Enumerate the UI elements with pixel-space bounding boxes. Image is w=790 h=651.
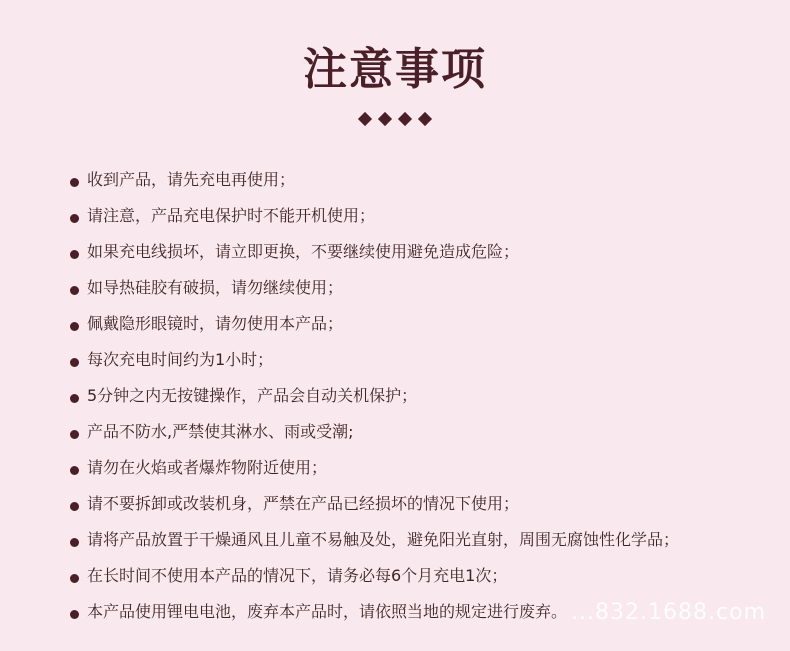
- list-item: [70, 342, 770, 378]
- bullet-icon: [70, 466, 79, 475]
- note-text: 5分钟之内无按键操作，产品会自动关机保护；: [87, 386, 418, 405]
- note-text: 佩戴隐形眼镜时，请勿使用本产品；: [87, 314, 344, 333]
- list-item: [70, 162, 770, 198]
- diamond-icon: [378, 112, 392, 126]
- bullet-icon: [70, 358, 79, 367]
- bullet-icon: [70, 322, 79, 331]
- note-text: 每次充电时间约为1小时；: [87, 350, 274, 369]
- bullet-icon: [70, 502, 79, 511]
- watermark: ...832.1688.com: [571, 600, 766, 625]
- note-text: 收到产品，请先充电再使用；: [87, 170, 296, 189]
- list-item: [70, 378, 770, 414]
- page-title: 注意事项: [303, 44, 487, 95]
- diamond-icon: [418, 112, 432, 126]
- list-item: [70, 414, 770, 450]
- bullet-icon: [70, 574, 79, 583]
- bullet-icon: [70, 178, 79, 187]
- bullet-icon: [70, 538, 79, 547]
- note-text: 请将产品放置于干燥通风且儿童不易触及处，避免阳光直射，周围无腐蚀性化学品；: [87, 530, 680, 549]
- list-item: [70, 306, 770, 342]
- list-item: [70, 558, 770, 594]
- precautions-list: [70, 162, 770, 630]
- bullet-icon: [70, 214, 79, 223]
- bullet-icon: [70, 394, 79, 403]
- list-item: [70, 234, 770, 270]
- title-divider: [360, 113, 430, 125]
- list-item: [70, 522, 770, 558]
- list-item: [70, 198, 770, 234]
- note-text: 请注意，产品充电保护时不能开机使用；: [87, 206, 376, 225]
- note-text: 请不要拆卸或改装机身，严禁在产品已经损坏的情况下使用；: [87, 494, 520, 513]
- note-text: 本产品使用锂电电池，废弃本产品时，请依照当地的规定进行废弃。: [87, 602, 568, 621]
- note-text: 如果充电线损坏，请立即更换，不要继续使用避免造成危险；: [87, 242, 520, 261]
- bullet-icon: [70, 286, 79, 295]
- bullet-icon: [70, 430, 79, 439]
- note-text: 在长时间不使用本产品的情况下，请务必每6个月充电1次；: [87, 566, 508, 585]
- list-item: [70, 450, 770, 486]
- list-item: [70, 270, 770, 306]
- bullet-icon: [70, 250, 79, 259]
- diamond-icon: [358, 112, 372, 126]
- note-text: 请勿在火焰或者爆炸物附近使用；: [87, 458, 328, 477]
- list-item: [70, 486, 770, 522]
- bullet-icon: [70, 610, 79, 619]
- diamond-icon: [398, 112, 412, 126]
- note-text: 产品不防水,严禁使其淋水、雨或受潮;: [87, 422, 354, 441]
- note-text: 如导热硅胶有破损，请勿继续使用；: [87, 278, 344, 297]
